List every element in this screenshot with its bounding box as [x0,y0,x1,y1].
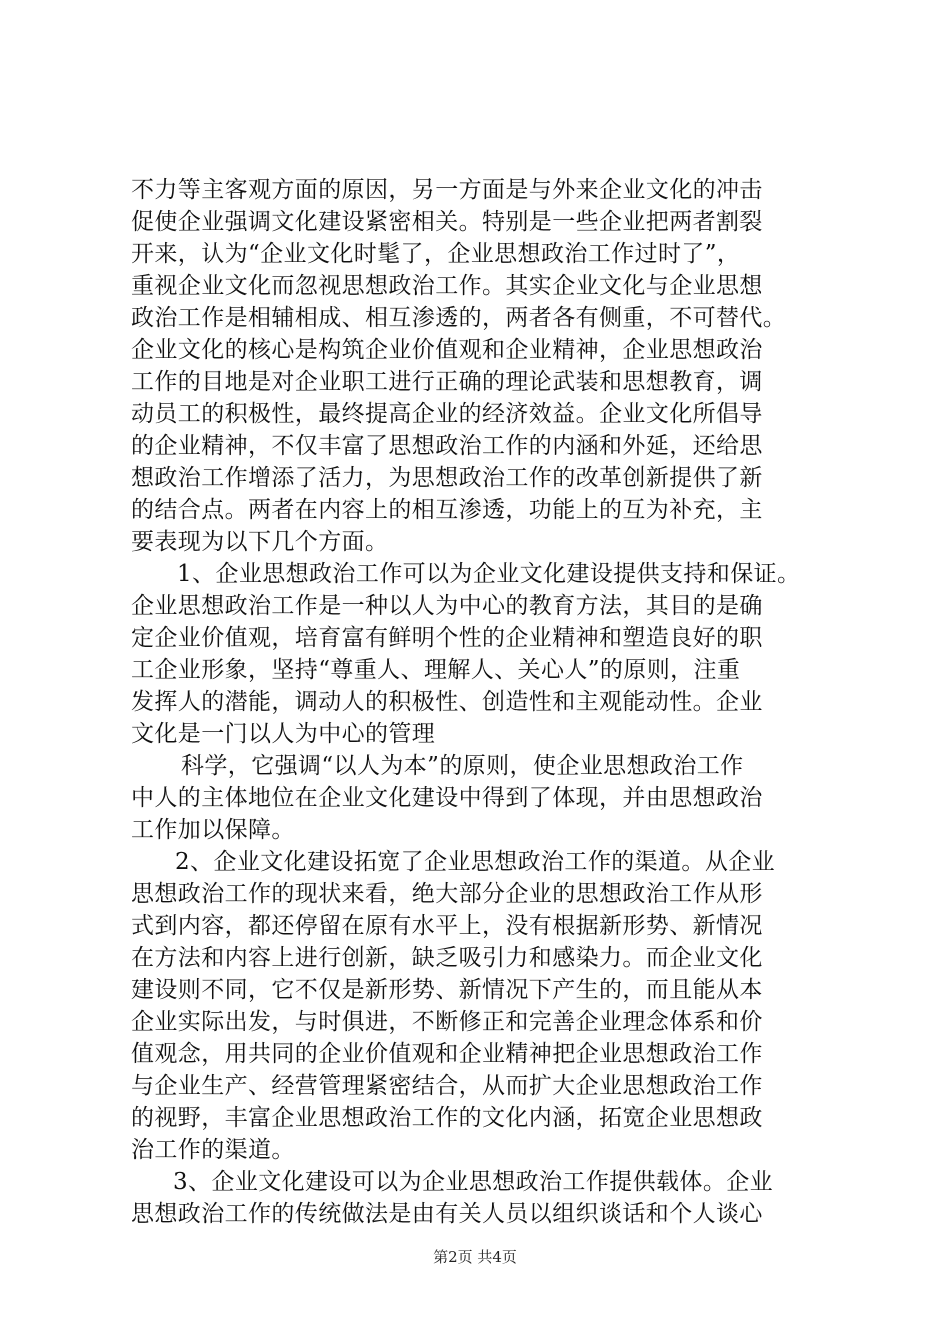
paragraph-heading-3: 3、企业文化建设可以为企业思想政治工作提供载体。企业 [173,1169,774,1195]
text-line: 想政治工作增添了活力，为思想政治工作的改革创新提供了新 [131,465,763,491]
page-number-footer: 第2页 共4页 [433,1248,517,1266]
text-line: 治工作的渠道。 [131,1137,295,1163]
text-line: 定企业价值观，培育富有鲜明个性的企业精神和塑造良好的职 [131,625,763,651]
text-line: 科学，它强调“以人为本”的原则，使企业思想政治工作 [181,753,744,779]
text-line: 文化是一门以人为中心的管理 [131,721,436,747]
text-line: 建设则不同，它不仅是新形势、新情况下产生的，而且能从本 [131,977,763,1003]
text-line: 企业思想政治工作是一种以人为中心的教育方法，其目的是确 [131,593,763,619]
text-line: 促使企业强调文化建设紧密相关。特别是一些企业把两者割裂 [131,209,763,235]
text-line: 发挥人的潜能，调动人的积极性、创造性和主观能动性。企业 [131,689,763,715]
text-line: 值观念，用共同的企业价值观和企业精神把企业思想政治工作 [131,1041,763,1067]
text-line: 工企业形象，坚持“尊重人、理解人、关心人”的原则，注重 [131,657,741,683]
paragraph-heading-2: 2、企业文化建设拓宽了企业思想政治工作的渠道。从企业 [175,849,776,875]
paragraph-heading-1: 1、企业思想政治工作可以为企业文化建设提供支持和保证。 [177,561,801,587]
body-text [131,174,851,1230]
text-line: 的企业精神，不仅丰富了思想政治工作的内涵和外延，还给思 [131,433,763,459]
text-line: 的结合点。两者在内容上的相互渗透，功能上的互为补充，主 [131,497,763,523]
text-line: 思想政治工作的传统做法是由有关人员以组织谈话和个人谈心 [131,1201,763,1227]
text-line: 式到内容，都还停留在原有水平上，没有根据新形势、新情况 [131,913,763,939]
text-line: 工作加以保障。 [131,817,295,843]
text-line: 中人的主体地位在企业文化建设中得到了体现，并由思想政治 [131,785,763,811]
text-line: 在方法和内容上进行创新，缺乏吸引力和感染力。而企业文化 [131,945,763,971]
text-line: 要表现为以下几个方面。 [131,529,389,555]
text-line: 企业实际出发，与时俱进，不断修正和完善企业理念体系和价 [131,1009,763,1035]
text-line: 动员工的积极性，最终提高企业的经济效益。企业文化所倡导 [131,401,763,427]
text-line: 思想政治工作的现状来看，绝大部分企业的思想政治工作从形 [131,881,763,907]
text-line: 开来，认为“企业文化时髦了，企业思想政治工作过时了”， [131,241,741,267]
text-line: 企业文化的核心是构筑企业价值观和企业精神，企业思想政治 [131,337,763,363]
text-line: 重视企业文化而忽视思想政治工作。其实企业文化与企业思想 [131,273,763,299]
text-line: 工作的目地是对企业职工进行正确的理论武装和思想教育，调 [131,369,763,395]
text-line: 与企业生产、经营管理紧密结合，从而扩大企业思想政治工作 [131,1073,763,1099]
text-line: 的视野，丰富企业思想政治工作的文化内涵，拓宽企业思想政 [131,1105,763,1131]
text-line: 不力等主客观方面的原因，另一方面是与外来企业文化的冲击 [131,177,763,203]
text-line: 政治工作是相辅相成、相互渗透的，两者各有侧重，不可替代。 [131,305,787,331]
